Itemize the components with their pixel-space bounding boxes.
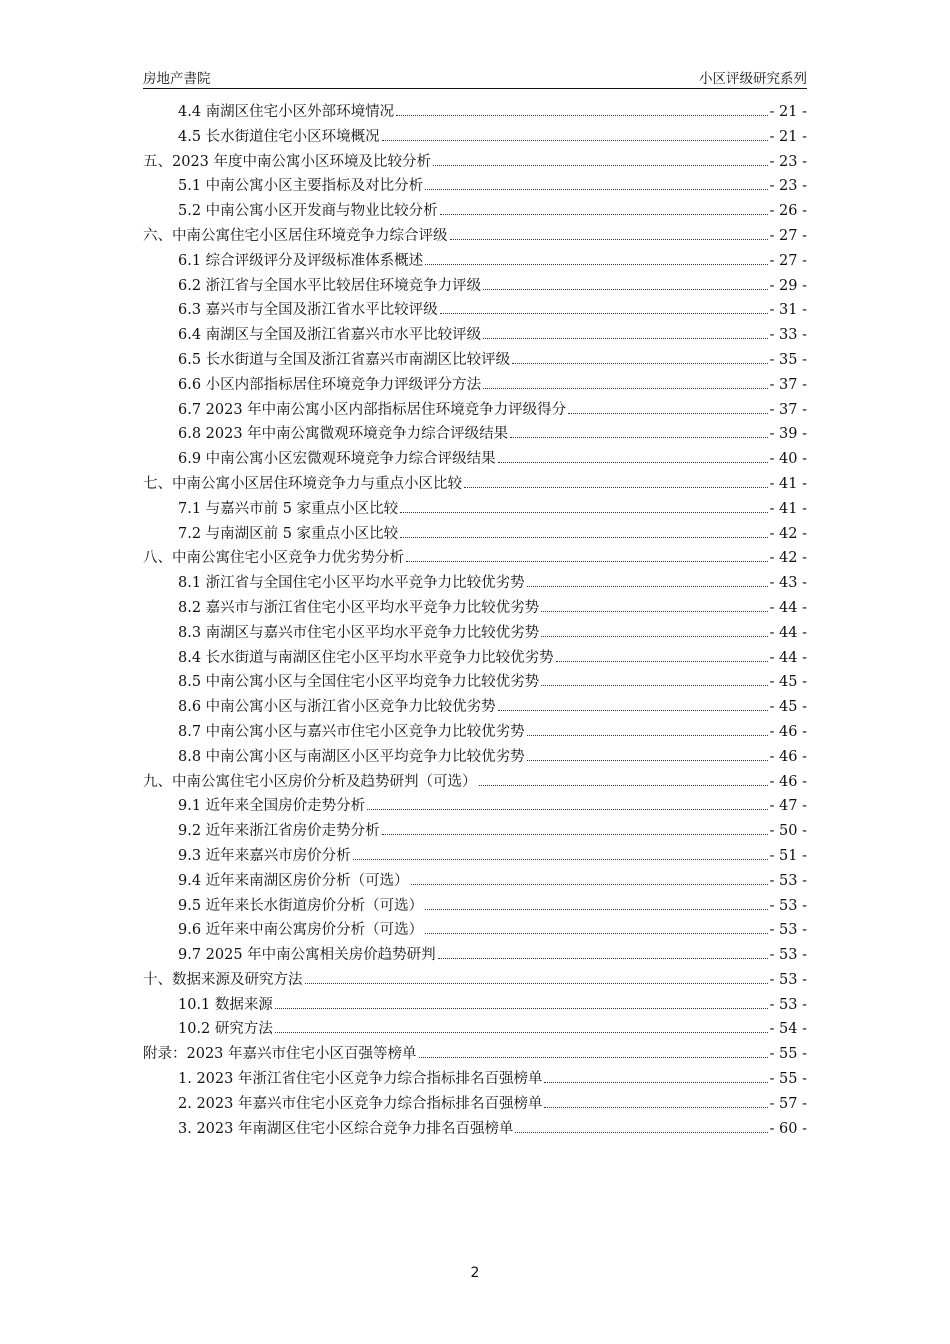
- toc-entry-page: - 55 -: [769, 1071, 807, 1088]
- toc-entry-page: - 53 -: [769, 971, 807, 988]
- toc-leader-dots: [541, 610, 767, 612]
- toc-entry-title: 6.5 长水街道与全国及浙江省嘉兴市南湖区比较评级: [178, 351, 511, 368]
- toc-entry-title: 十、数据来源及研究方法: [143, 971, 303, 988]
- toc-entry-page: - 46 -: [769, 723, 807, 740]
- toc-leader-dots: [483, 387, 767, 389]
- toc-entry-page: - 45 -: [769, 699, 807, 716]
- toc-entry-page: - 54 -: [769, 1021, 807, 1038]
- toc-leader-dots: [305, 982, 768, 984]
- toc-leader-dots: [515, 1131, 767, 1133]
- toc-entry-title: 10.2 研究方法: [178, 1021, 273, 1038]
- toc-entry-page: - 35 -: [769, 351, 807, 368]
- toc-entry-title: 9.6 近年来中南公寓房价分析（可选）: [178, 922, 424, 939]
- toc-entry-title: 8.5 中南公寓小区与全国住宅小区平均竞争力比较优劣势: [178, 674, 540, 691]
- toc-entry[interactable]: [143, 100, 807, 125]
- toc-entry-page: - 43 -: [769, 575, 807, 592]
- toc-entry-title: 1. 2023 年浙江省住宅小区竞争力综合指标排名百强榜单: [178, 1071, 543, 1088]
- toc-entry-page: - 42 -: [769, 525, 807, 542]
- toc-entry-page: - 50 -: [769, 823, 807, 840]
- toc-entry-title: 8.8 中南公寓小区与南湖区小区平均竞争力比较优劣势: [178, 748, 525, 765]
- toc-entry-page: - 33 -: [769, 327, 807, 344]
- toc-entry[interactable]: [143, 422, 807, 447]
- toc-entry-page: - 41 -: [769, 500, 807, 517]
- toc-entry-title: 6.6 小区内部指标居住环境竞争力评级评分方法: [178, 376, 482, 393]
- toc-entry[interactable]: [143, 224, 807, 249]
- toc-leader-dots: [400, 511, 767, 513]
- toc-entry-title: 2. 2023 年嘉兴市住宅小区竞争力综合指标排名百强榜单: [178, 1095, 543, 1112]
- toc-entry-page: - 41 -: [769, 475, 807, 492]
- toc-entry-page: - 57 -: [769, 1095, 807, 1112]
- toc-leader-dots: [527, 734, 768, 736]
- toc-entry[interactable]: [143, 249, 807, 274]
- header-rule: [143, 88, 807, 89]
- toc-leader-dots: [544, 1081, 767, 1083]
- toc-entry-page: - 23 -: [769, 153, 807, 170]
- toc-entry[interactable]: [143, 447, 807, 472]
- toc-leader-dots: [541, 684, 767, 686]
- toc-entry-title: 4.5 长水街道住宅小区环境概况: [178, 128, 380, 145]
- toc-entry-page: - 37 -: [769, 376, 807, 393]
- toc-leader-dots: [512, 362, 767, 364]
- toc-leader-dots: [411, 883, 768, 885]
- toc-entry[interactable]: [143, 298, 807, 323]
- toc-entry-title: 4.4 南湖区住宅小区外部环境情况: [178, 104, 395, 120]
- toc-leader-dots: [382, 139, 768, 141]
- toc-entry-page: - 55 -: [769, 1046, 807, 1063]
- toc-entry-page: - 53 -: [769, 996, 807, 1013]
- toc-leader-dots: [464, 486, 768, 488]
- toc-entry-title: 8.3 南湖区与嘉兴市住宅小区平均水平竞争力比较优劣势: [178, 624, 540, 641]
- toc-leader-dots: [425, 932, 767, 934]
- toc-entry[interactable]: [143, 596, 807, 621]
- toc-entry-page: - 29 -: [769, 277, 807, 294]
- toc-entry-title: 6.4 南湖区与全国及浙江省嘉兴市水平比较评级: [178, 327, 482, 344]
- toc-entry-title: 7.2 与南湖区前 5 家重点小区比较: [178, 525, 399, 542]
- toc-entry-title: 9.3 近年来嘉兴市房价分析: [178, 847, 351, 864]
- toc-entry-page: - 53 -: [769, 897, 807, 914]
- toc-entry[interactable]: [143, 993, 807, 1018]
- toc-leader-dots: [406, 560, 768, 562]
- toc-entry[interactable]: [143, 670, 807, 695]
- toc-entry-page: - 44 -: [769, 624, 807, 641]
- toc-entry-page: - 23 -: [769, 178, 807, 195]
- toc-entry[interactable]: [143, 720, 807, 745]
- toc-entry-page: - 21 -: [769, 104, 807, 120]
- toc-entry-page: - 40 -: [769, 451, 807, 468]
- toc-leader-dots: [498, 709, 768, 711]
- toc-entry-title: 3. 2023 年南湖区住宅小区综合竞争力排名百强榜单: [178, 1120, 514, 1137]
- toc-entry[interactable]: [143, 894, 807, 919]
- toc-entry-title: 6.3 嘉兴市与全国及浙江省水平比较评级: [178, 302, 438, 319]
- toc-entry-page: - 27 -: [769, 252, 807, 269]
- toc-entry[interactable]: [143, 1067, 807, 1092]
- toc-entry[interactable]: [143, 1092, 807, 1117]
- toc-leader-dots: [498, 461, 768, 463]
- header-right-text: 小区评级研究系列: [699, 71, 807, 87]
- toc-leader-dots: [440, 312, 768, 314]
- toc-entry-title: 8.6 中南公寓小区与浙江省小区竞争力比较优劣势: [178, 699, 496, 716]
- toc-entry-title: 8.2 嘉兴市与浙江省住宅小区平均水平竞争力比较优劣势: [178, 599, 540, 616]
- toc-entry-title: 6.8 2023 年中南公寓微观环境竞争力综合评级结果: [178, 426, 509, 443]
- toc-entry[interactable]: [143, 869, 807, 894]
- toc-leader-dots: [479, 784, 768, 786]
- toc-entry-title: 九、中南公寓住宅小区房价分析及趋势研判（可选）: [143, 773, 477, 790]
- toc-leader-dots: [450, 238, 768, 240]
- toc-entry-page: - 44 -: [769, 649, 807, 666]
- toc-entry[interactable]: [143, 571, 807, 596]
- toc-entry[interactable]: [143, 472, 807, 497]
- toc-entry-title: 五、2023 年度中南公寓小区环境及比较分析: [143, 153, 432, 170]
- toc-leader-dots: [527, 585, 768, 587]
- toc-entry[interactable]: [143, 1042, 807, 1067]
- toc-entry-page: - 45 -: [769, 674, 807, 691]
- toc-entry[interactable]: [143, 646, 807, 671]
- toc-entry[interactable]: [143, 150, 807, 175]
- toc-entry-title: 7.1 与嘉兴市前 5 家重点小区比较: [178, 500, 399, 517]
- toc-entry[interactable]: [143, 695, 807, 720]
- toc-entry-page: - 51 -: [769, 847, 807, 864]
- toc-entry-page: - 44 -: [769, 599, 807, 616]
- page-header: [143, 67, 807, 89]
- toc-entry-title: 5.1 中南公寓小区主要指标及对比分析: [178, 178, 424, 195]
- toc-entry-title: 9.2 近年来浙江省房价走势分析: [178, 823, 380, 840]
- toc-entry-page: - 21 -: [769, 128, 807, 145]
- toc-entry-title: 六、中南公寓住宅小区居住环境竞争力综合评级: [143, 227, 448, 244]
- toc-entry-page: - 46 -: [769, 773, 807, 790]
- toc-entry-title: 5.2 中南公寓小区开发商与物业比较分析: [178, 203, 438, 220]
- toc-entry-page: - 53 -: [769, 872, 807, 889]
- toc-entry-page: - 60 -: [769, 1120, 807, 1137]
- toc-entry-title: 附录：2023 年嘉兴市住宅小区百强等榜单: [143, 1046, 417, 1063]
- toc-entry-title: 10.1 数据来源: [178, 996, 273, 1013]
- toc-leader-dots: [527, 759, 768, 761]
- toc-entry-title: 8.1 浙江省与全国住宅小区平均水平竞争力比较优劣势: [178, 575, 525, 592]
- toc-entry[interactable]: [143, 918, 807, 943]
- toc-leader-dots: [440, 213, 768, 215]
- toc-entry[interactable]: [143, 943, 807, 968]
- toc-entry[interactable]: [143, 348, 807, 373]
- toc-entry-title: 9.1 近年来全国房价走势分析: [178, 798, 366, 815]
- toc-leader-dots: [544, 1106, 767, 1108]
- toc-entry[interactable]: [143, 621, 807, 646]
- toc-entry-title: 9.4 近年来南湖区房价分析（可选）: [178, 872, 409, 889]
- toc-entry[interactable]: [143, 274, 807, 299]
- toc-leader-dots: [483, 337, 767, 339]
- toc-entry-page: - 37 -: [769, 401, 807, 418]
- toc-entry[interactable]: [143, 125, 807, 150]
- toc-leader-dots: [367, 808, 767, 810]
- toc-entry-page: - 53 -: [769, 947, 807, 964]
- toc-leader-dots: [275, 1007, 768, 1009]
- toc-leader-dots: [425, 908, 767, 910]
- toc-entry[interactable]: [143, 844, 807, 869]
- toc-entry[interactable]: [143, 174, 807, 199]
- toc-leader-dots: [275, 1031, 768, 1033]
- toc-entry[interactable]: [143, 546, 807, 571]
- toc-entry-title: 8.7 中南公寓小区与嘉兴市住宅小区竞争力比较优劣势: [178, 723, 525, 740]
- toc-entry[interactable]: [143, 968, 807, 993]
- toc-leader-dots: [425, 188, 767, 190]
- toc-leader-dots: [400, 536, 767, 538]
- toc-leader-dots: [425, 263, 767, 265]
- toc-entry-title: 6.9 中南公寓小区宏微观环境竞争力综合评级结果: [178, 451, 496, 468]
- toc-entry[interactable]: [143, 794, 807, 819]
- toc-leader-dots: [556, 660, 768, 662]
- toc-entry[interactable]: [143, 522, 807, 547]
- toc-entry-page: - 31 -: [769, 302, 807, 319]
- toc-entry[interactable]: [143, 770, 807, 795]
- toc-leader-dots: [483, 288, 767, 290]
- toc-leader-dots: [419, 1056, 768, 1058]
- page-number: 2: [470, 1265, 480, 1281]
- toc-entry-page: - 47 -: [769, 798, 807, 815]
- toc-entry[interactable]: [143, 373, 807, 398]
- toc-entry[interactable]: [143, 819, 807, 844]
- toc-leader-dots: [382, 833, 768, 835]
- header-left-text: 房地产書院: [143, 71, 211, 87]
- toc-entry-page: - 53 -: [769, 922, 807, 939]
- toc-leader-dots: [438, 957, 768, 959]
- toc-leader-dots: [510, 436, 767, 438]
- toc-entry[interactable]: [143, 1117, 807, 1142]
- toc-entry[interactable]: [143, 323, 807, 348]
- toc-entry[interactable]: [143, 497, 807, 522]
- toc-entry-title: 9.7 2025 年中南公寓相关房价趋势研判: [178, 947, 436, 964]
- toc-entry-title: 9.5 近年来长水街道房价分析（可选）: [178, 897, 424, 914]
- toc-leader-dots: [433, 164, 768, 166]
- toc-entry-page: - 27 -: [769, 227, 807, 244]
- toc-entry-page: - 39 -: [769, 426, 807, 443]
- toc-entry-page: - 42 -: [769, 550, 807, 567]
- toc-leader-dots: [541, 635, 767, 637]
- toc-entry-title: 八、中南公寓住宅小区竞争力优劣势分析: [143, 550, 404, 567]
- toc-entry-title: 6.7 2023 年中南公寓小区内部指标居住环境竞争力评级得分: [178, 401, 567, 418]
- toc-leader-dots: [568, 412, 767, 414]
- toc-entry-page: - 26 -: [769, 203, 807, 220]
- toc-entry-title: 6.2 浙江省与全国水平比较居住环境竞争力评级: [178, 277, 482, 294]
- table-of-contents: [143, 100, 807, 1141]
- toc-entry-title: 七、中南公寓小区居住环境竞争力与重点小区比较: [143, 475, 462, 492]
- toc-entry[interactable]: [143, 1017, 807, 1042]
- toc-entry[interactable]: [143, 398, 807, 423]
- toc-leader-dots: [396, 114, 767, 116]
- toc-entry-title: 8.4 长水街道与南湖区住宅小区平均水平竞争力比较优劣势: [178, 649, 554, 666]
- toc-entry[interactable]: [143, 199, 807, 224]
- toc-entry-title: 6.1 综合评级评分及评级标准体系概述: [178, 252, 424, 269]
- toc-entry[interactable]: [143, 745, 807, 770]
- toc-entry-page: - 46 -: [769, 748, 807, 765]
- toc-leader-dots: [353, 858, 768, 860]
